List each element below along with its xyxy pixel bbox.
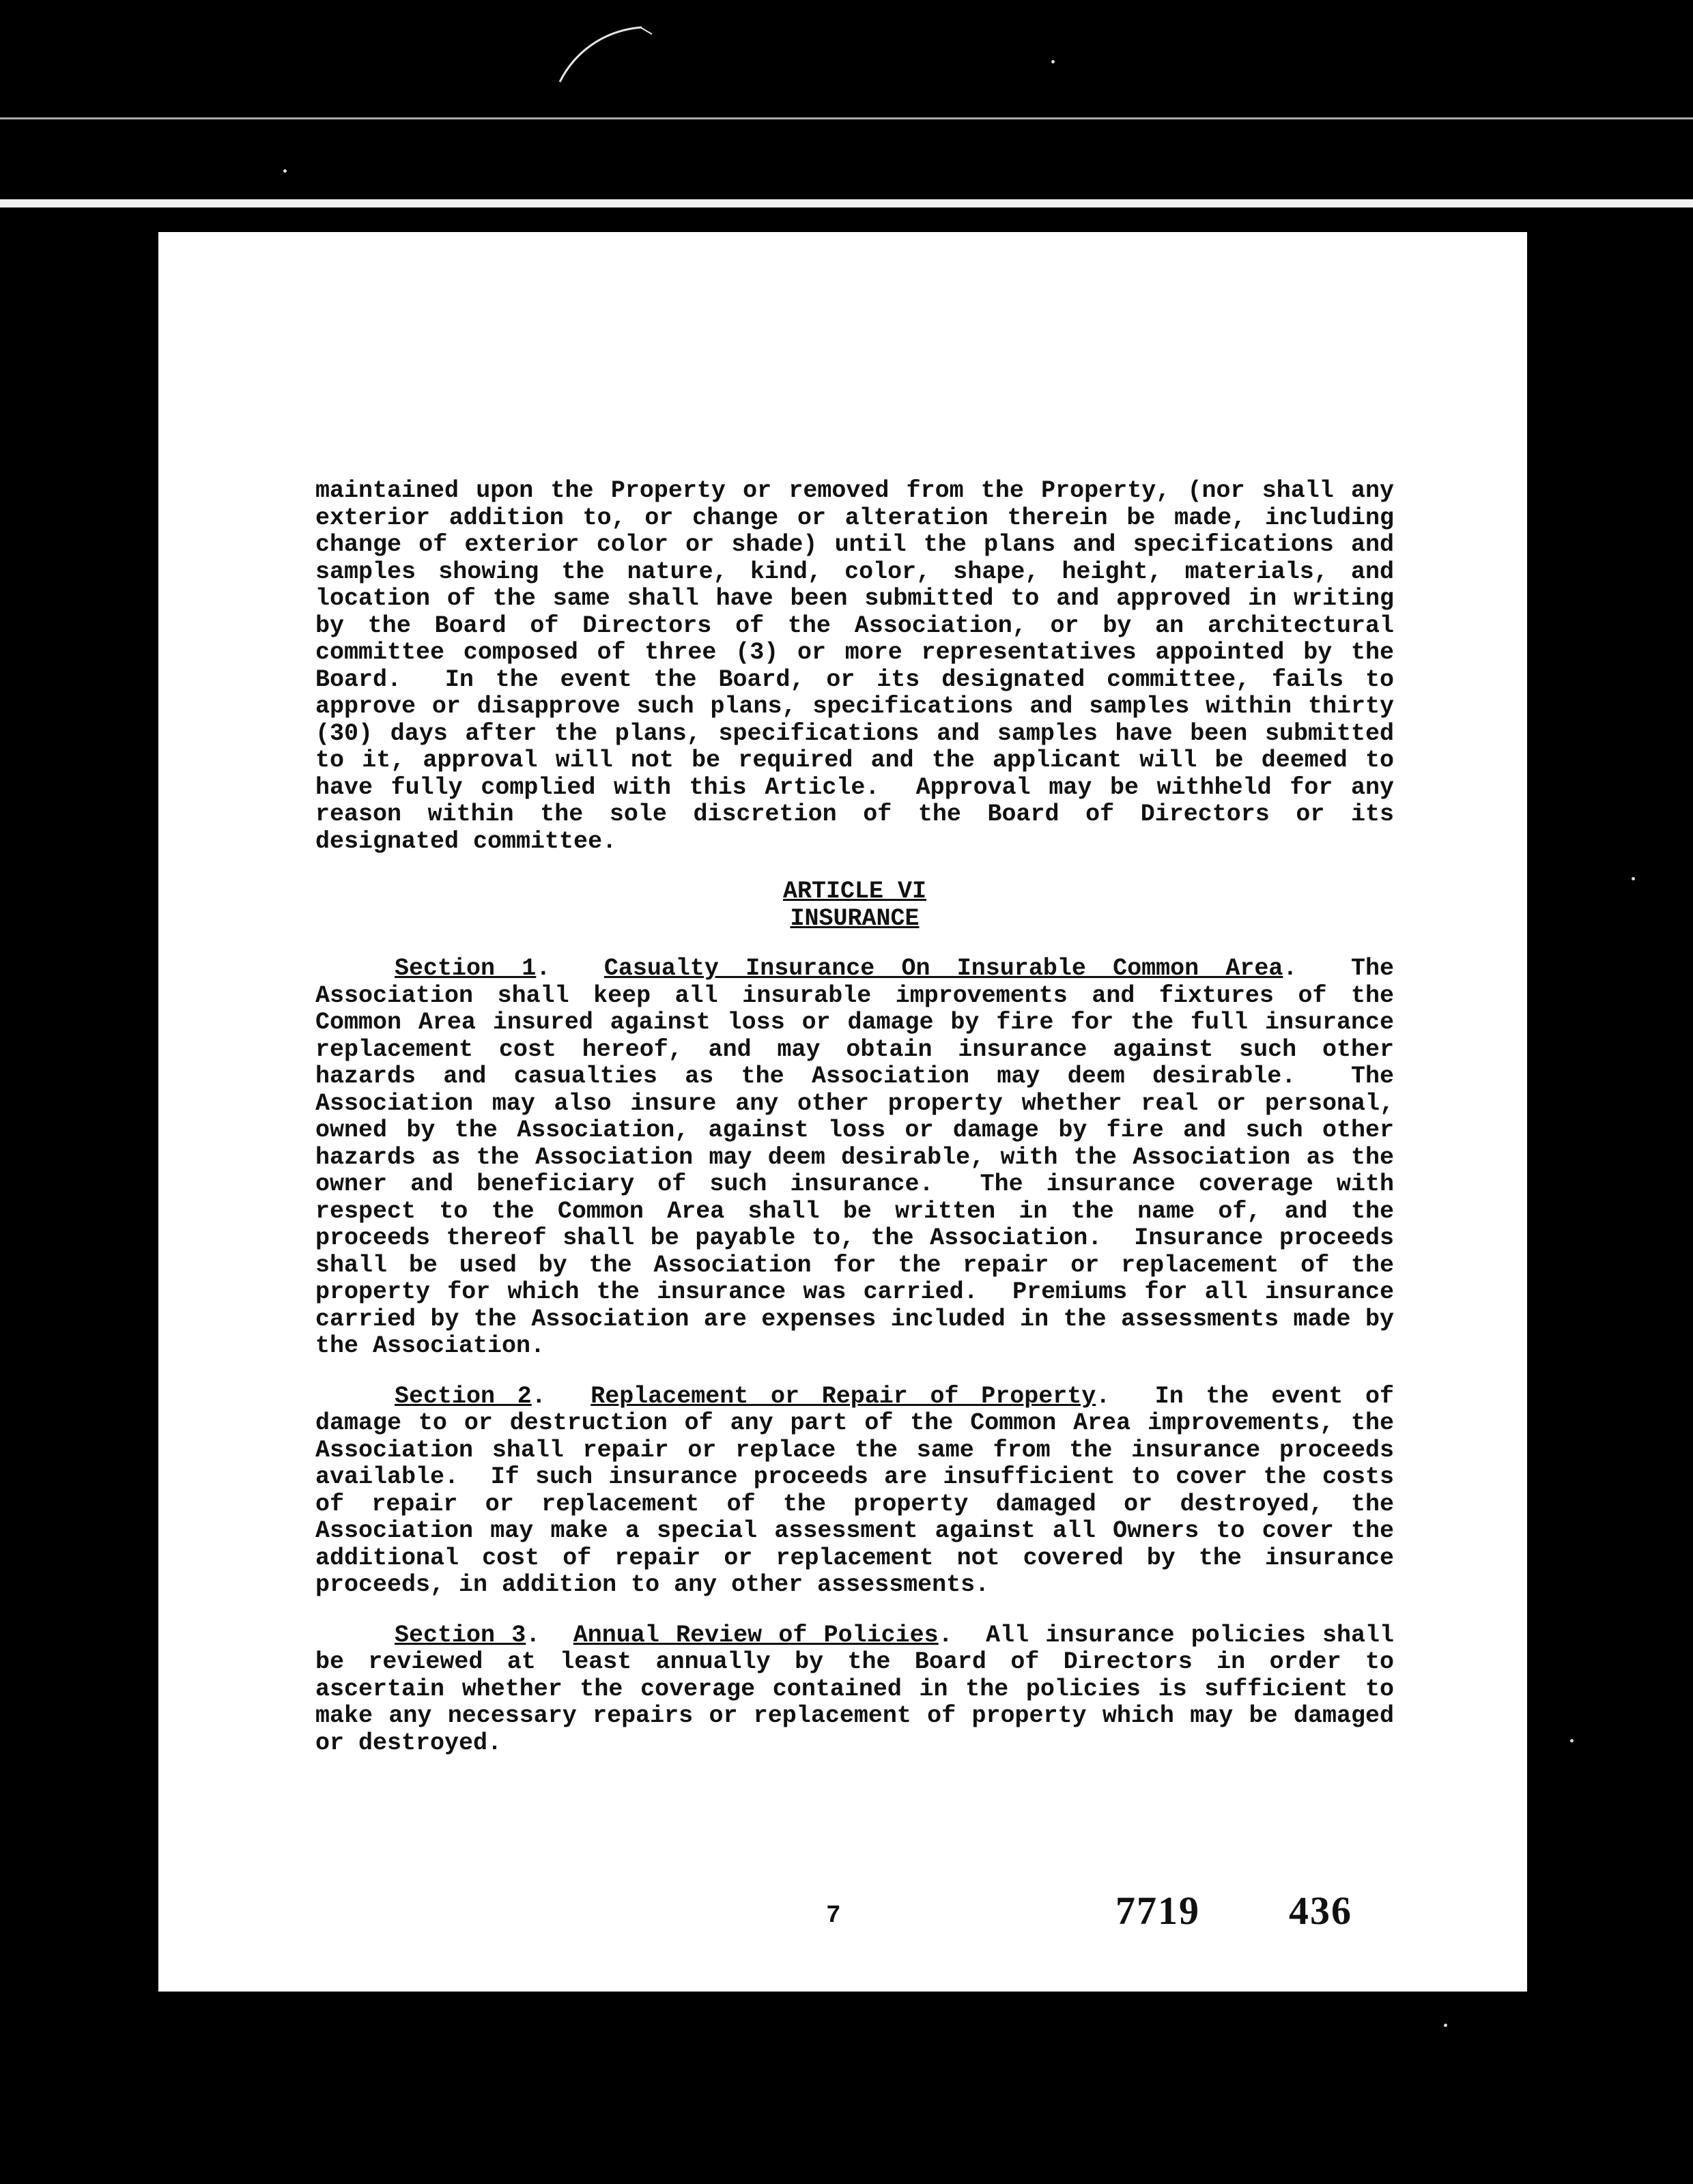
- section-label: Section 2: [395, 1382, 532, 1410]
- section-title: Annual Review of Policies: [573, 1621, 939, 1649]
- scan-speck: [1632, 877, 1635, 880]
- scan-speck: [1051, 60, 1055, 63]
- page-number: 7: [826, 1901, 841, 1929]
- scan-speck: [1444, 2024, 1447, 2027]
- book-page-number: 436: [1289, 1888, 1352, 1933]
- scan-speck: [283, 169, 287, 173]
- section-3: Section 3. Annual Review of Policies. All insurance policies shall be reviewed at least annually by the Board of Directors in order to ascertain whether the coverage contained in the policies is sufficient to make any necessary repairs or replacement of property which may be damaged or destroyed.: [315, 1621, 1409, 1757]
- book-number: 7719: [1115, 1888, 1200, 1933]
- section-title: Replacement or Repair of Property: [591, 1382, 1096, 1410]
- document-body: [315, 477, 1409, 1757]
- article-number: ARTICLE VI: [782, 878, 927, 905]
- section-text: All insurance policies shall be reviewed at least annually by the Board of Directors in order to ascertain whether the coverage contained in the policies is sufficient to make any necessary repairs or replacement of property which may be damaged or destroyed.: [315, 1621, 1409, 1757]
- scan-artifact-line: [0, 117, 1693, 119]
- article-title: INSURANCE: [790, 904, 920, 932]
- continued-paragraph: maintained upon the Property or removed from the Property, (nor shall any exterior addition to, or change or alteration therein be made, including change of exterior color or shade) until the plans and specifications and samples showing the nature, kind, color, shape, height, materials, and location of the same shall have been submitted to and approved in writing by the Board of Directors of the Association, or by an architectural committee composed of three (3) or more representatives appointed by the Board. In the event the Board, or its designated committee, fails to approve or disapprove such plans, specifications and samples within thirty (30) days after the plans, specifications and samples have been submitted to it, approval will not be required and the applicant will be deemed to have fully complied with this Article. Approval may be withheld for any reason within the sole discretion of the Board of Directors or its designated committee.: [315, 477, 1409, 855]
- section-1: Section 1. Casualty Insurance On Insurable Common Area. The Association shall keep all insurable improvements and fixtures of the Common Area insured against loss or damage by fire for the full insurance replacement cost hereof, and may obtain insurance against such other hazards and casualties as the Association may deem desirable. The Association may also insure any other property whether real or personal, owned by the Association, against loss or damage by fire and such other hazards as the Association may deem desirable, with the Association as the owner and beneficiary of such insurance. The insurance coverage with respect to the Common Area shall be written in the name of, and the proceeds thereof shall be payable to, the Association. Insurance proceeds shall be used by the Association for the repair or replacement of the property for which the insurance was carried. Premiums for all insurance carried by the Association are expenses included in the assessments made by the Association.: [315, 955, 1409, 1360]
- scan-scribble: [546, 14, 669, 89]
- section-2: Section 2. Replacement or Repair of Property. In the event of damage to or destruction of any part of the Common Area improvements, the Association shall repair or replace the same from the insurance proceeds available. If such insurance proceeds are insufficient to cover the costs of repair or replacement of the property damaged or destroyed, the Association may make a special assessment against all Owners to cover the additional cost of repair or replacement not covered by the insurance proceeds, in addition to any other assessments.: [315, 1382, 1409, 1598]
- section-title: Casualty Insurance On Insurable Common Area: [603, 955, 1283, 982]
- scan-speck: [1570, 1739, 1574, 1742]
- section-label: Section 1: [395, 955, 537, 982]
- scan-artifact-band: [0, 199, 1693, 207]
- document-page: [158, 232, 1527, 1992]
- section-text: In the event of damage to or destruction of any part of the Common Area improvements, the Association shall repair or replace the same from the insurance proceeds available. If such insurance proceeds are insufficient to cover the costs of repair or replacement of the property damaged or destroyed, the Association may make a special assessment against all Owners to cover the additional cost of repair or replacement not covered by the insurance proceeds, in addition to any other assessments.: [315, 1382, 1409, 1598]
- article-heading: [315, 878, 1394, 932]
- section-text: The Association shall keep all insurable improvements and fixtures of the Common Area insured against loss or damage by fire for the full insurance replacement cost hereof, and may obtain insurance against such other hazards and casualties as the Association may deem desirable. The Association may also insure any other property whether real or personal, owned by the Association, against loss or damage by fire and such other hazards as the Association may deem desirable, with the Association as the owner and beneficiary of such insurance. The insurance coverage with respect to the Common Area shall be written in the name of, and the proceeds thereof shall be payable to, the Association. Insurance proceeds shall be used by the Association for the repair or replacement of the property for which the insurance was carried. Premiums for all insurance carried by the Association are expenses included in the assessments made by the Association.: [315, 955, 1409, 1360]
- section-label: Section 3: [395, 1621, 526, 1649]
